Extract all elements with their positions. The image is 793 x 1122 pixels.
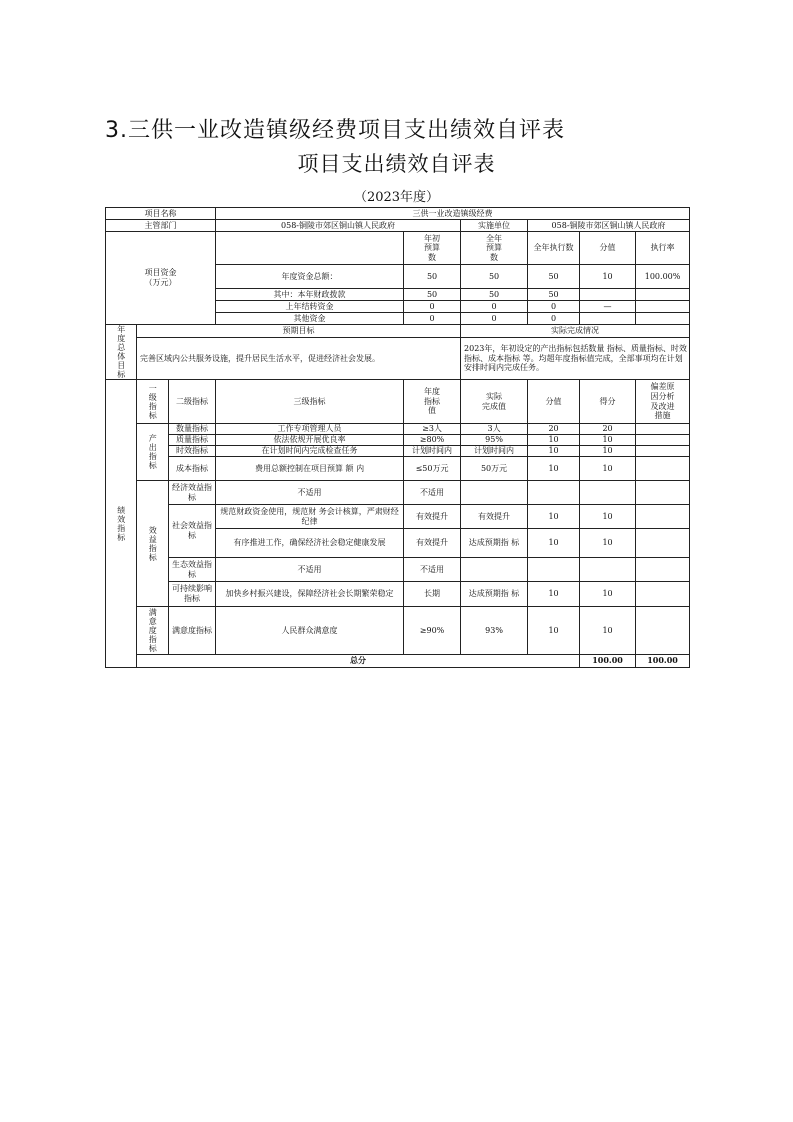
funds-row-full: 0 <box>461 301 528 313</box>
l3-cell: 不适用 <box>216 558 404 582</box>
expected-goal-text: 完善区域内公共服务设施，提升居民生活水平，促进经济社会发展。 <box>137 338 461 380</box>
funds-row-label: 上年结转资金 <box>216 301 404 313</box>
l3-cell: 工作专项管理人员 <box>216 424 404 435</box>
actual-cell <box>461 558 528 582</box>
perf-col-level1: 一级指标 <box>137 380 169 424</box>
reason-cell <box>636 558 690 582</box>
effect-indicator-label: 效益指标 <box>137 481 169 607</box>
score-value-cell: 10 <box>528 582 580 607</box>
actual-cell: 95% <box>461 435 528 446</box>
reason-cell <box>636 505 690 529</box>
l3-cell: 不适用 <box>216 481 404 505</box>
funds-col-initial: 年初 预算 数 <box>404 232 461 265</box>
score-cell: 10 <box>580 435 636 446</box>
funds-row-exec: 50 <box>528 289 580 301</box>
actual-cell <box>461 481 528 505</box>
funds-col-exec: 全年执行数 <box>528 232 580 265</box>
document-heading: 3.三供一业改造镇级经费项目支出绩效自评表 <box>105 118 565 143</box>
social-indicator-label: 社会效益指标 <box>169 505 216 558</box>
dept-value: 058-铜陵市郊区铜山镇人民政府 <box>216 220 461 232</box>
actual-result-text: 2023年，年初设定的产出指标包括数量 指标、质量指标、时效指标、成本指标 等。均超年度指标值完成，全部事项均在计划安排时间内完成任务。 <box>461 338 690 380</box>
reason-cell <box>636 435 690 446</box>
total-score: 100.00 <box>636 655 690 668</box>
funds-row-exec: 0 <box>528 301 580 313</box>
funds-row-initial: 50 <box>404 289 461 301</box>
target-cell: ≥3人 <box>404 424 461 435</box>
l3-cell: 人民群众满意度 <box>216 607 404 655</box>
score-cell: 10 <box>580 457 636 481</box>
reason-cell <box>636 446 690 457</box>
l3-cell: 依法依规开展优良率 <box>216 435 404 446</box>
perf-col-level2: 二级指标 <box>169 380 216 424</box>
annual-goal-label: 年度总体目标 <box>106 325 137 380</box>
target-cell: 有效提升 <box>404 529 461 558</box>
target-cell: ≥80% <box>404 435 461 446</box>
funds-row-rate <box>636 301 690 313</box>
reason-cell <box>636 582 690 607</box>
perf-indicator-label: 绩效指标 <box>106 380 137 668</box>
l3-cell: 规范财政资金使用，规范财 务会计核算，严肃财经纪律 <box>216 505 404 529</box>
project-name-value: 三供一业改造镇级经费 <box>216 208 690 220</box>
funds-row-label: 其中：本年财政拨款 <box>216 289 404 301</box>
l2-cell: 生态效益指标 <box>169 558 216 582</box>
target-cell: ≤50万元 <box>404 457 461 481</box>
impl-value: 058-铜陵市郊区铜山镇人民政府 <box>528 220 690 232</box>
target-cell: 不适用 <box>404 558 461 582</box>
actual-cell: 计划时间内 <box>461 446 528 457</box>
form-title: 项目支出绩效自评表 <box>297 152 496 176</box>
score-value-cell: 10 <box>528 457 580 481</box>
score-cell: 10 <box>580 505 636 529</box>
funds-row-score-value <box>580 289 636 301</box>
l2-cell: 时效指标 <box>169 446 216 457</box>
funds-row-rate: 100.00% <box>636 265 690 289</box>
funds-row-initial: 0 <box>404 301 461 313</box>
target-cell: ≥90% <box>404 607 461 655</box>
actual-cell: 达成预期指 标 <box>461 529 528 558</box>
l3-cell: 在计划时间内完成检查任务 <box>216 446 404 457</box>
funds-header-blank <box>216 232 404 265</box>
reason-cell <box>636 529 690 558</box>
l2-cell: 满意度指标 <box>169 607 216 655</box>
target-cell: 长期 <box>404 582 461 607</box>
score-cell: 10 <box>580 582 636 607</box>
score-cell: 10 <box>580 529 636 558</box>
reason-cell <box>636 424 690 435</box>
self-evaluation-table <box>105 207 690 668</box>
l2-cell: 可持续影响指标 <box>169 582 216 607</box>
expected-goal-header: 预期目标 <box>137 325 461 338</box>
perf-col-score-value: 分值 <box>528 380 580 424</box>
target-cell: 计划时间内 <box>404 446 461 457</box>
actual-cell: 达成预期指 标 <box>461 582 528 607</box>
perf-col-level3: 三级指标 <box>216 380 404 424</box>
perf-col-score: 得分 <box>580 380 636 424</box>
funds-row-rate <box>636 313 690 325</box>
target-cell: 有效提升 <box>404 505 461 529</box>
reason-cell <box>636 607 690 655</box>
funds-row-full: 50 <box>461 289 528 301</box>
funds-col-rate: 执行率 <box>636 232 690 265</box>
funds-row-rate <box>636 289 690 301</box>
funds-col-score-value: 分值 <box>580 232 636 265</box>
score-value-cell: 10 <box>528 529 580 558</box>
funds-row-label: 其他资金 <box>216 313 404 325</box>
l3-cell: 费用总额控制在项目预算 额 内 <box>216 457 404 481</box>
funds-col-full: 全年 预算 数 <box>461 232 528 265</box>
funds-label: 项目资金 （万元） <box>106 232 216 325</box>
impl-label: 实施单位 <box>461 220 528 232</box>
l3-cell: 加快乡村振兴建设，保障经济社会长期繁荣稳定 <box>216 582 404 607</box>
funds-row-score-value: — <box>580 301 636 313</box>
funds-row-score-value <box>580 313 636 325</box>
funds-row-exec: 50 <box>528 265 580 289</box>
funds-row-initial: 0 <box>404 313 461 325</box>
score-value-cell <box>528 481 580 505</box>
actual-result-header: 实际完成情况 <box>461 325 690 338</box>
perf-col-actual: 实际 完成值 <box>461 380 528 424</box>
perf-col-target: 年度 指标 值 <box>404 380 461 424</box>
funds-row-full: 0 <box>461 313 528 325</box>
score-cell <box>580 481 636 505</box>
total-score-value: 100.00 <box>580 655 636 668</box>
reason-cell <box>636 481 690 505</box>
score-cell: 10 <box>580 446 636 457</box>
l2-cell: 数量指标 <box>169 424 216 435</box>
actual-cell: 93% <box>461 607 528 655</box>
l2-cell: 质量指标 <box>169 435 216 446</box>
score-value-cell: 10 <box>528 435 580 446</box>
funds-row-initial: 50 <box>404 265 461 289</box>
score-value-cell: 10 <box>528 607 580 655</box>
project-name-label: 项目名称 <box>106 208 216 220</box>
score-value-cell: 20 <box>528 424 580 435</box>
funds-row-score-value: 10 <box>580 265 636 289</box>
l2-cell: 成本指标 <box>169 457 216 481</box>
funds-row-exec: 0 <box>528 313 580 325</box>
form-year: （2023年度） <box>353 190 440 205</box>
actual-cell: 50万元 <box>461 457 528 481</box>
score-cell: 20 <box>580 424 636 435</box>
score-cell: 10 <box>580 607 636 655</box>
actual-cell: 有效提升 <box>461 505 528 529</box>
score-value-cell: 10 <box>528 446 580 457</box>
dept-label: 主管部门 <box>106 220 216 232</box>
funds-row-full: 50 <box>461 265 528 289</box>
satisfaction-indicator-label: 满意度指标 <box>137 607 169 655</box>
perf-col-reason: 偏差原 因分析 及改进 措施 <box>636 380 690 424</box>
score-value-cell <box>528 558 580 582</box>
score-value-cell: 10 <box>528 505 580 529</box>
l3-cell: 有序推进工作，确保经济社会稳定健康发展 <box>216 529 404 558</box>
total-label: 总分 <box>137 655 580 668</box>
target-cell: 不适用 <box>404 481 461 505</box>
actual-cell: 3人 <box>461 424 528 435</box>
funds-row-label: 年度资金总额： <box>216 265 404 289</box>
score-cell <box>580 558 636 582</box>
output-indicator-label: 产出指标 <box>137 424 169 481</box>
l2-cell: 经济效益指标 <box>169 481 216 505</box>
reason-cell <box>636 457 690 481</box>
